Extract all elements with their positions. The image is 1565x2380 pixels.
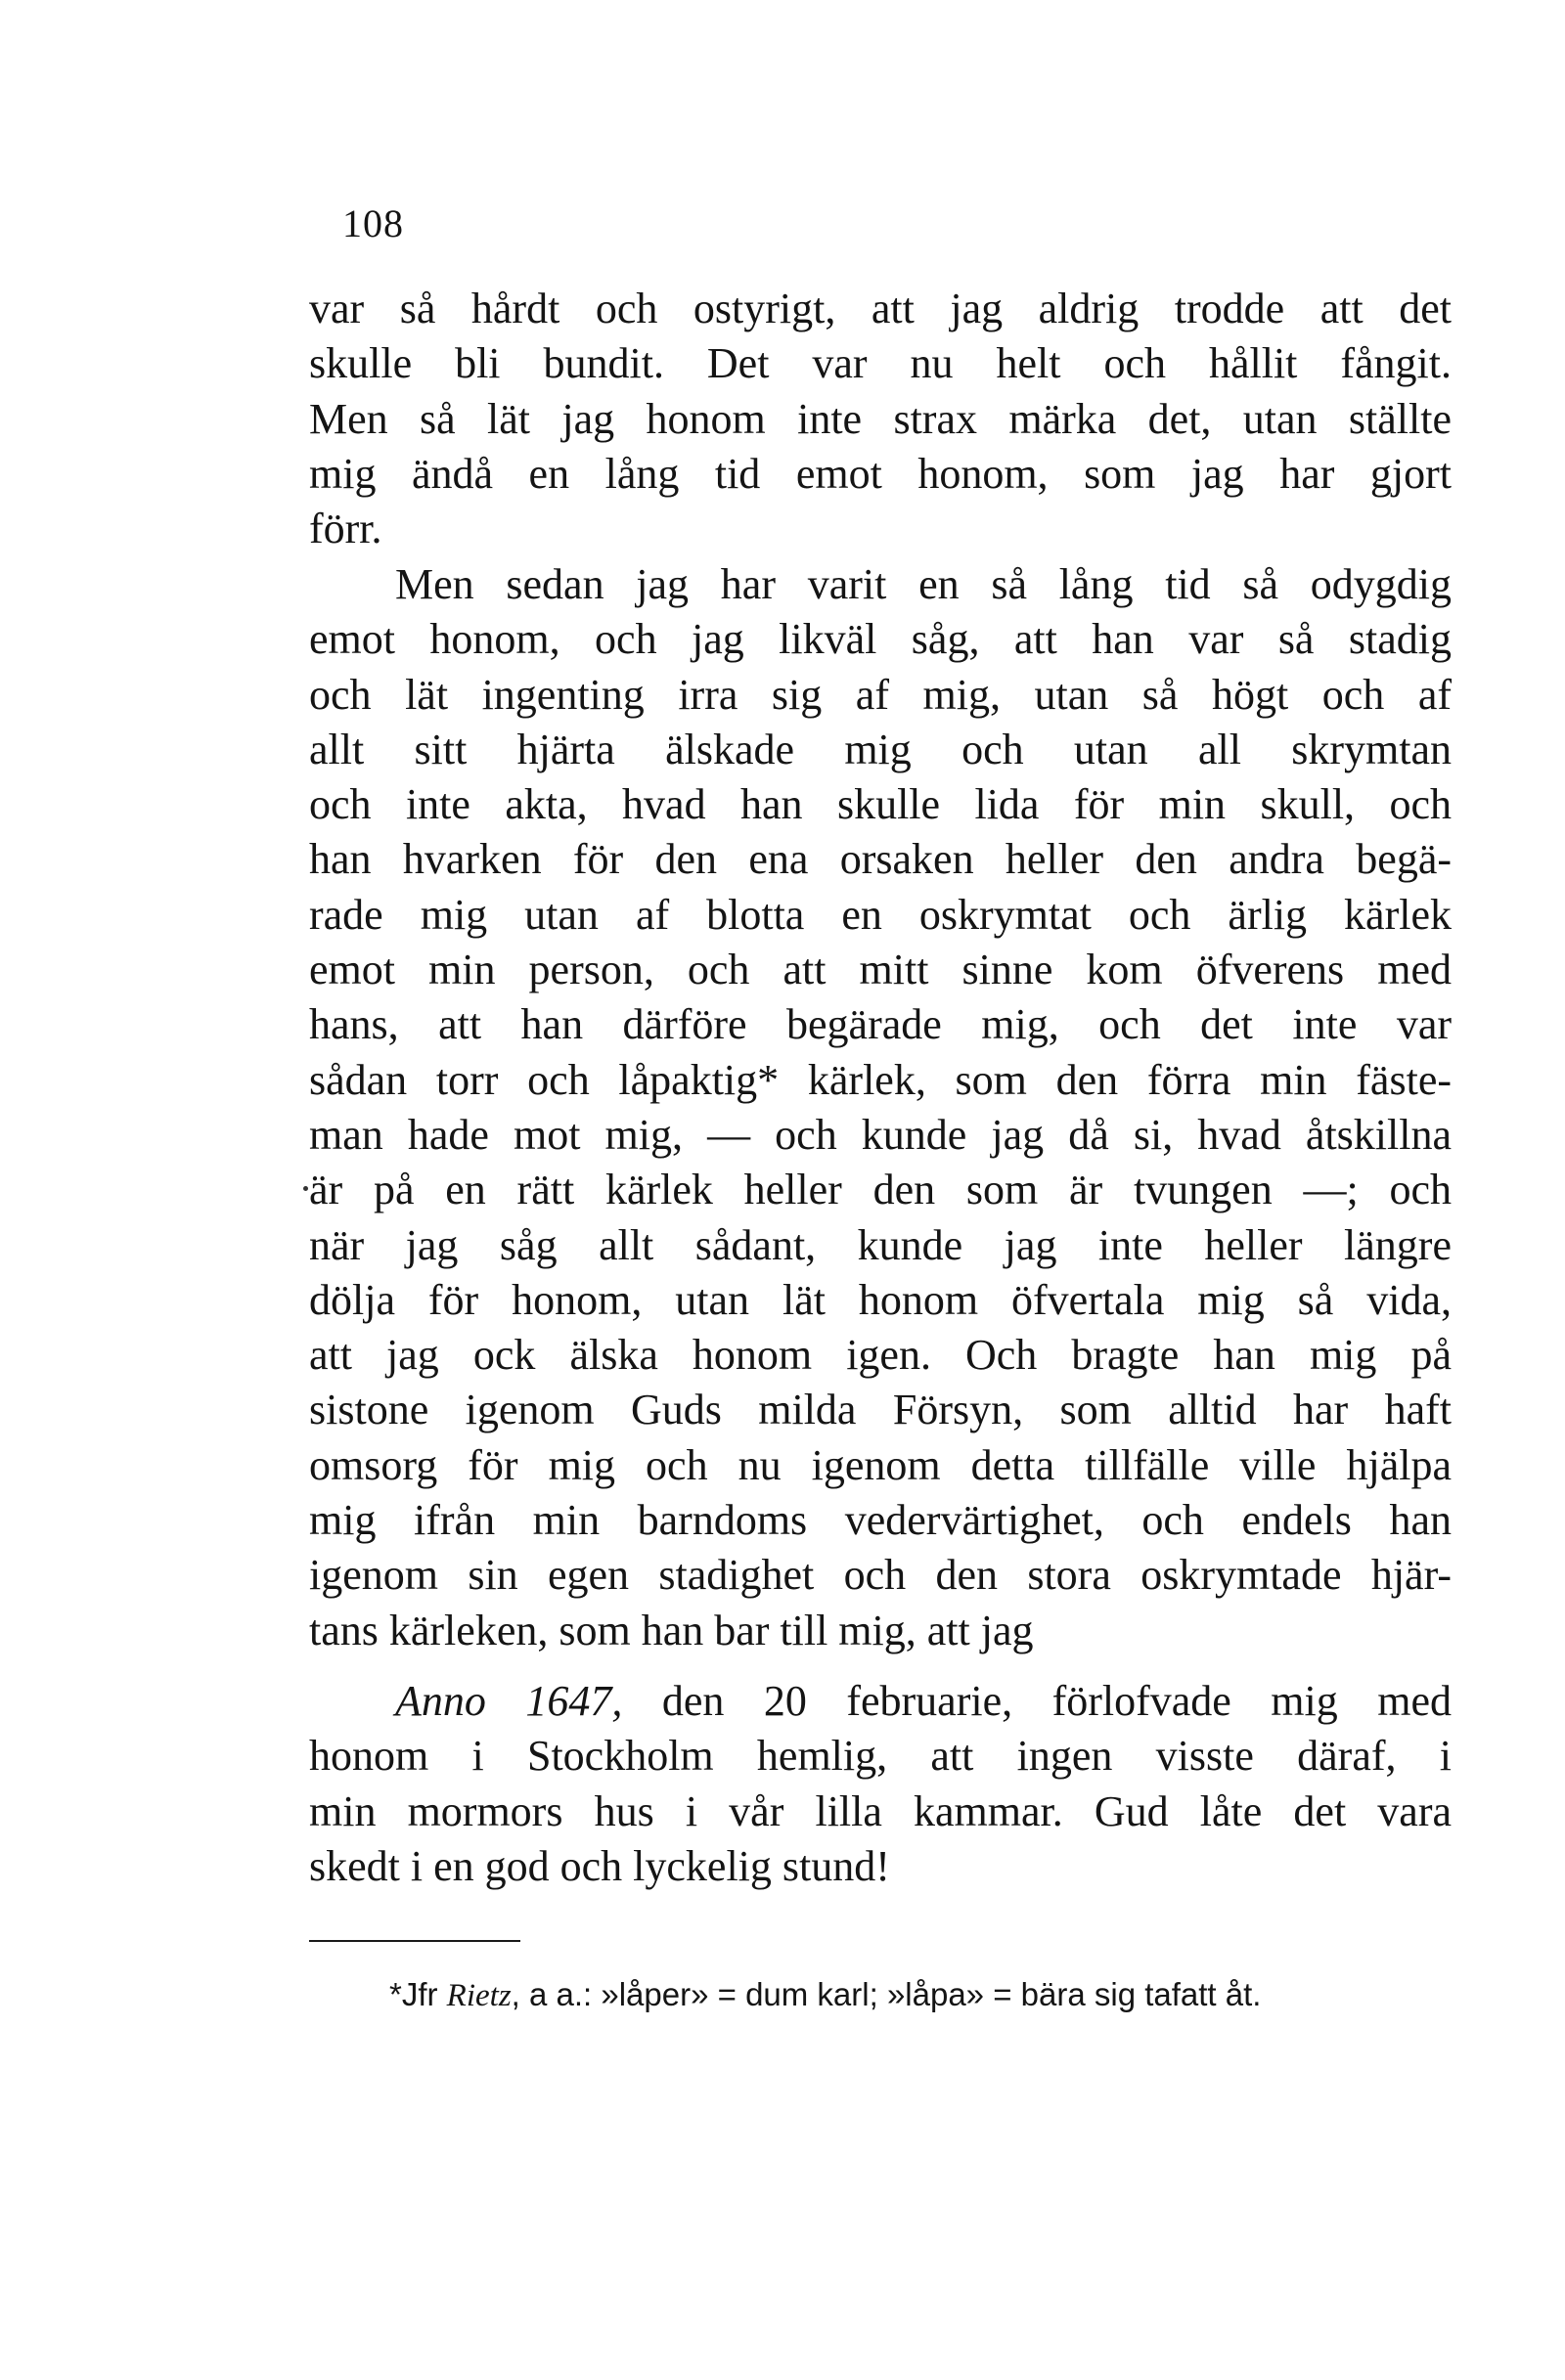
- print-speck: [303, 1186, 308, 1191]
- text-line: hans, att han därföre begärade mig, och det inte var: [309, 1000, 1452, 1049]
- text-line: och lät ingenting irra sig af mig, utan så högt och af: [309, 670, 1452, 719]
- paragraph-2: [309, 557, 1452, 1658]
- footnote: [389, 1971, 1261, 2019]
- footnote-text: , a a.: »låper» = dum karl; »låpa» = bära sig tafatt åt.: [511, 1976, 1262, 2012]
- text-line: mig ifrån min barndoms vedervärtighet, och endels han: [309, 1496, 1452, 1545]
- text-line-first: [309, 1674, 1452, 1729]
- text-line: tans kärleken, som han bar till mig, att jag: [309, 1606, 1034, 1654]
- text-line: emot min person, och att mitt sinne kom öfverens med: [309, 946, 1452, 994]
- text-line: Men så lät jag honom inte strax märka det, utan ställte: [309, 394, 1452, 443]
- text-line: man hade mot mig, — och kunde jag då si, hvad åtskillna: [309, 1110, 1452, 1159]
- text-line: emot honom, och jag likväl såg, att han var så stadig: [309, 615, 1452, 664]
- text-line: var så hårdt och ostyrigt, att jag aldrig trodde att det: [309, 285, 1452, 332]
- text-line: mig ändå en lång tid emot honom, som jag har gjort: [309, 449, 1452, 498]
- text-segment: den 20 februarie, förlofvade mig med: [622, 1677, 1452, 1725]
- text-line: är på en rätt kärlek heller den som är tvungen —; och: [309, 1166, 1452, 1214]
- text-line: min mormors hus i vår lilla kammar. Gud låte det vara: [309, 1786, 1452, 1835]
- footnote-author-italic: Rietz: [446, 1978, 512, 2013]
- page-number: 108: [342, 201, 404, 245]
- text-line: när jag såg allt sådant, kunde jag inte heller längre: [309, 1220, 1452, 1269]
- text-line: igenom sin egen stadighet och den stora oskrymtade hjär-: [309, 1551, 1452, 1600]
- text-line: han hvarken för den ena orsaken heller den andra begä-: [309, 835, 1452, 884]
- text-line: honom i Stockholm hemlig, att ingen visste däraf, i: [309, 1732, 1452, 1781]
- date-italic: Anno 1647,: [395, 1677, 623, 1725]
- text-line: sistone igenom Guds milda Försyn, som alltid har haft: [309, 1386, 1452, 1434]
- paragraph-1: [309, 282, 1452, 556]
- text-line: Men sedan jag har varit en så lång tid så odygdig: [395, 560, 1452, 608]
- text-line: sådan torr och låpaktig* kärlek, som den förra min fäste-: [309, 1055, 1452, 1104]
- text-line: allt sitt hjärta älskade mig och utan all skrymtan: [309, 725, 1452, 773]
- text-line: och inte akta, hvad han skulle lida för min skull, och: [309, 780, 1452, 829]
- footnote-rule: [309, 1940, 520, 1942]
- text-line: dölja för honom, utan lät honom öfvertala mig så vida,: [309, 1275, 1452, 1324]
- text-line: omsorg för mig och nu igenom detta tillfälle ville hjälpa: [309, 1440, 1452, 1489]
- paragraph-3: [309, 1674, 1452, 1894]
- text-line: skedt i en god och lyckelig stund!: [309, 1841, 890, 1890]
- text-line: skulle bli bundit. Det var nu helt och hållit fångit.: [309, 339, 1452, 388]
- text-line: rade mig utan af blotta en oskrymtat och ärlig kärlek: [309, 890, 1452, 939]
- text-line: förr.: [309, 505, 382, 553]
- footnote-marker: *Jfr: [389, 1976, 447, 2012]
- text-line: att jag ock älska honom igen. Och bragte han mig på: [309, 1331, 1452, 1380]
